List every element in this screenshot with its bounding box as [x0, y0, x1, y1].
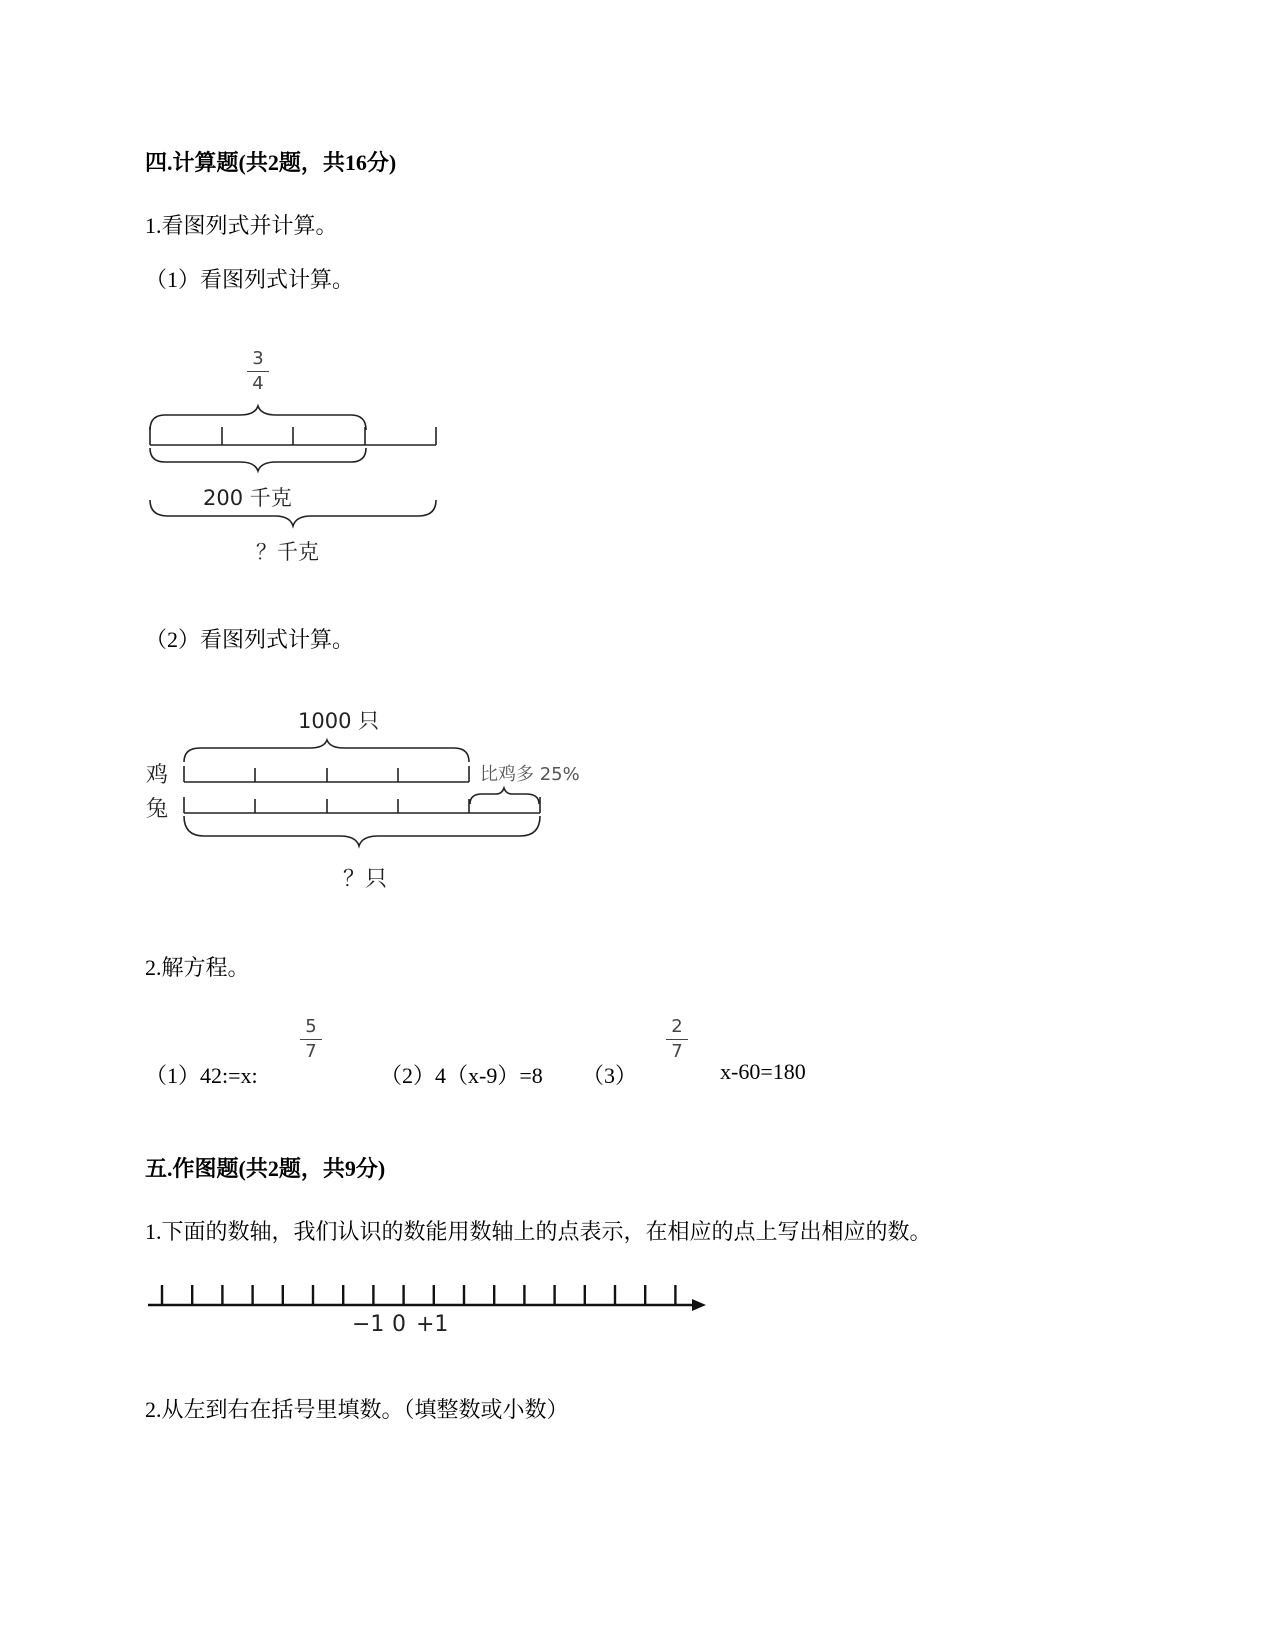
weight-unknown-label: ？千克 [256, 540, 319, 564]
arrow-right-icon [692, 1299, 706, 1311]
rabbit-brace [184, 816, 540, 846]
part-1-label: （1）看图列式计算。 [145, 267, 355, 292]
fraction-denominator: 4 [252, 373, 264, 394]
equation-1: （1）42:=x: [145, 1063, 258, 1088]
diagram-chicken-rabbit [140, 700, 600, 900]
section-5-question-1-stem: 1.下面的数轴，我们认识的数能用数轴上的点表示，在相应的点上写出相应的数。 [145, 1219, 932, 1244]
whole-brace [150, 500, 436, 526]
extra-brace [470, 788, 539, 804]
equation-3-fraction [664, 1018, 690, 1061]
tick-label-zero: 0 [392, 1312, 406, 1337]
more-than-chicken-label: 比鸡多 25% [480, 764, 580, 785]
equation-3-prefix: （3） [582, 1063, 638, 1088]
question-1-stem: 1.看图列式并计算。 [145, 213, 338, 238]
fraction-numerator: 5 [305, 1016, 317, 1037]
fraction-bar [666, 1039, 688, 1040]
tick-label-minus-one: −1 [352, 1312, 385, 1337]
section-5-title: 五.作图题(共2题，共9分) [145, 1156, 386, 1181]
section-4-title: 四.计算题(共2题，共16分) [145, 150, 397, 175]
part-2-label: （2）看图列式计算。 [145, 627, 355, 652]
fraction-numerator: 2 [671, 1016, 683, 1037]
fraction-bar [247, 371, 269, 372]
question-2-stem: 2.解方程。 [145, 955, 250, 980]
rabbit-row-label: 兔 [146, 797, 169, 822]
fraction-three-quarters [245, 350, 271, 393]
section-5-question-2-stem: 2.从左到右在括号里填数。（填整数或小数） [145, 1397, 569, 1422]
chicken-brace [184, 740, 469, 762]
tick-label-plus-one: +1 [416, 1312, 449, 1337]
equation-1-fraction [298, 1018, 324, 1061]
equation-2: （2）4（x-9）=8 [380, 1063, 543, 1088]
fraction-denominator: 7 [305, 1041, 317, 1062]
chicken-row-label: 鸡 [146, 763, 169, 788]
three-quarter-brace [150, 448, 366, 471]
fraction-numerator: 3 [252, 348, 264, 369]
top-brace [150, 406, 366, 430]
diagram-weight-fraction [140, 340, 460, 580]
equation-3-suffix: x-60=180 [720, 1059, 806, 1084]
fraction-denominator: 7 [671, 1041, 683, 1062]
fraction-bar [300, 1039, 322, 1040]
rabbit-unknown-label: ？只 [343, 867, 388, 892]
weight-known-label: 200 千克 [203, 486, 292, 510]
chicken-total-label: 1000 只 [298, 709, 380, 733]
number-line [140, 1275, 720, 1345]
